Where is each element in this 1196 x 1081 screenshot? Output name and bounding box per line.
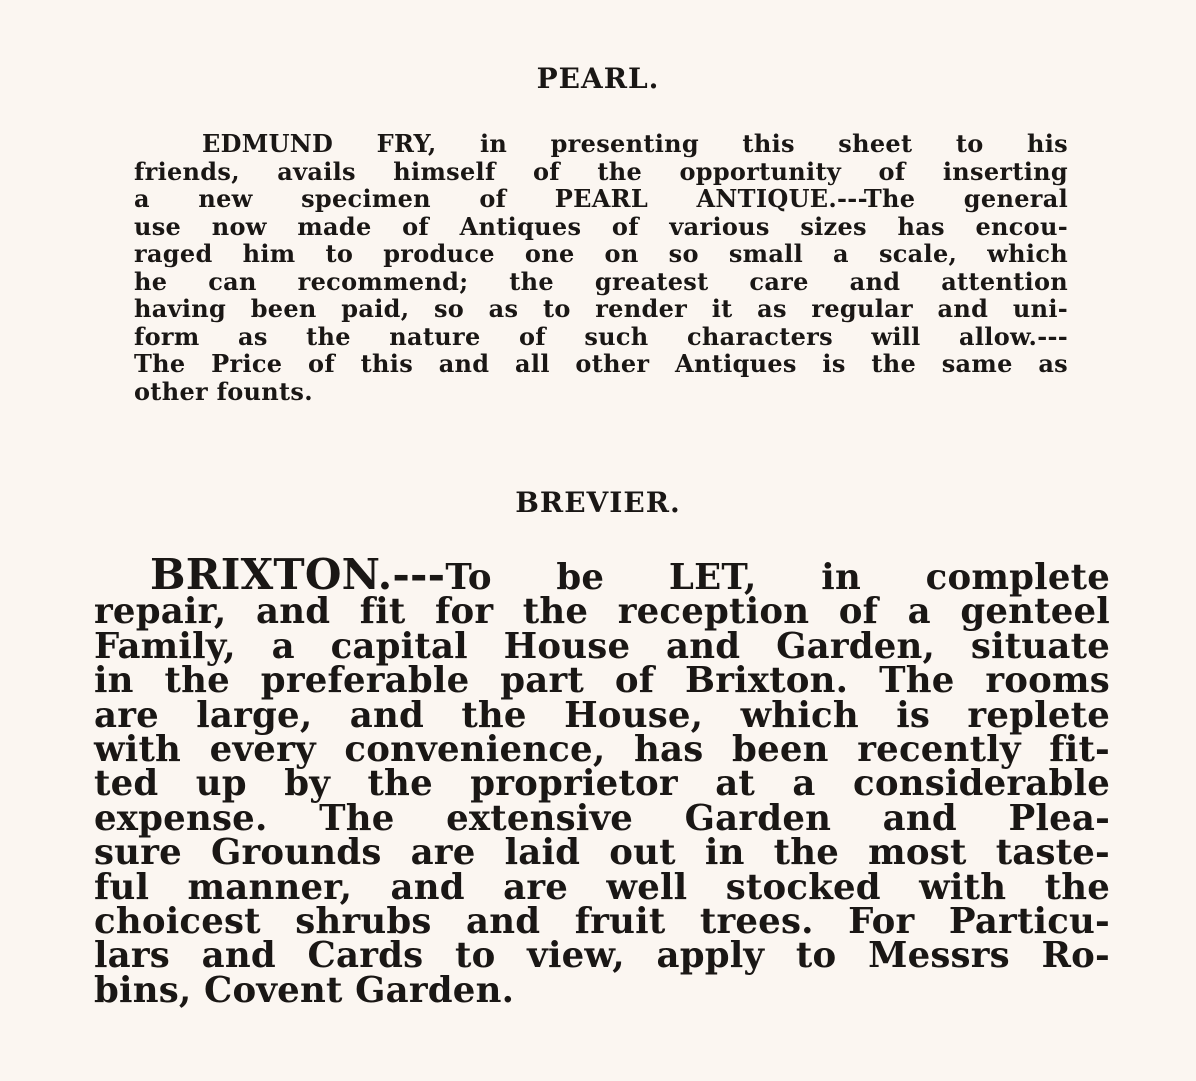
brevier-first-line	[94, 550, 1110, 599]
pearl-heading: PEARL.	[536, 62, 660, 95]
brevier-line: Family, a capital House and Garden, situate	[94, 625, 1110, 667]
brevier-line: lars and Cards to view, apply to Messrs Ro-	[94, 935, 1110, 977]
brevier-line: bins, Covent Garden.	[94, 969, 515, 1011]
brevier-line: ful manner, and are well stocked with the	[94, 866, 1110, 908]
brevier-line: sure Grounds are laid out in the most taste-	[94, 832, 1110, 874]
brevier-paragraph	[94, 550, 1110, 1011]
brevier-line: expense. The extensive Garden and Plea-	[94, 797, 1110, 839]
brevier-line: with every convenience, has been recently fit-	[94, 729, 1110, 771]
brevier-line: ted up by the proprietor at a considerable	[94, 763, 1110, 805]
pearl-line: friends, avails himself of the opportunity of inserting	[134, 156, 1068, 186]
pearl-paragraph	[134, 130, 1068, 405]
pearl-line: he can recommend; the greatest care and attention	[134, 266, 1068, 296]
brevier-line: in the preferable part of Brixton. The rooms	[94, 660, 1110, 702]
brevier-lead: BRIXTON.---	[150, 550, 446, 599]
pearl-line: a new specimen of PEARL ANTIQUE.---The general	[134, 184, 1068, 213]
brevier-heading: BREVIER.	[515, 486, 681, 519]
brevier-line: are large, and the House, which is replete	[94, 694, 1110, 736]
pearl-line: EDMUND FRY, in presenting this sheet to his	[202, 129, 1068, 158]
pearl-line: form as the nature of such characters will allow.---	[134, 321, 1068, 351]
pearl-line: other founts.	[134, 376, 313, 406]
brevier-line: choicest shrubs and fruit trees. For Particu-	[94, 901, 1110, 943]
pearl-line: raged him to produce one on so small a scale, which	[134, 239, 1068, 268]
pearl-line: having been paid, so as to render it as regular and uni-	[134, 294, 1068, 323]
brevier-line: repair, and fit for the reception of a genteel	[94, 591, 1110, 633]
pearl-line: The Price of this and all other Antiques is the same as	[134, 349, 1068, 378]
brevier-first-line-text: To be LET, in complete	[445, 557, 1110, 598]
pearl-line: use now made of Antiques of various sizes has encou-	[134, 211, 1068, 241]
